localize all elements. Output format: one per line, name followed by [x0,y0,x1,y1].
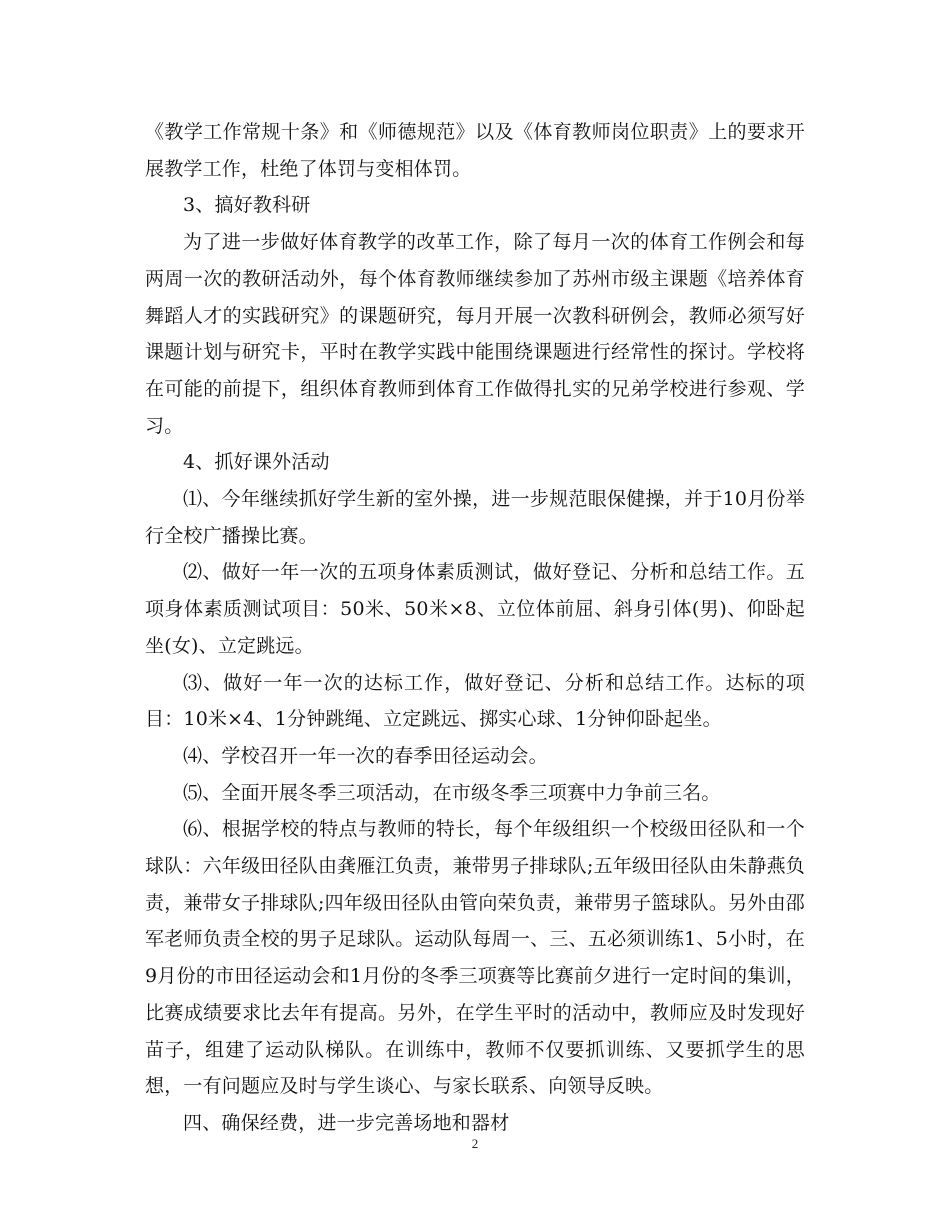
paragraph-continuation: 《教学工作常规十条》和《师德规范》以及《体育教师岗位职责》上的要求开展教学工作，杜绝了体罚与变相体罚。 [145,121,805,180]
section-heading-funding: 四、确保经费，进一步完善场地和器材 [183,1111,510,1134]
list-item-3: ⑶、做好一年一次的达标工作，做好登记、分析和总结工作。达标的项目：10米×4、1分钟跳绳、立定跳远、掷实心球、1分钟仰卧起坐。 [145,671,805,731]
list-item-2: ⑵、做好一年一次的五项身体素质测试，做好登记、分析和总结工作。五项身体素质测试项目：50米、50米×8、立位体前屈、斜身引体(男)、仰卧起坐(女)、立定跳远。 [145,561,805,657]
list-item-1: ⑴、今年继续抓好学生新的室外操，进一步规范眼保健操，并于10月份举行全校广播操比赛。 [145,488,805,547]
list-item-5: ⑸、全面开展冬季三项活动，在市级冬季三项赛中力争前三名。 [183,781,721,804]
section-heading-research: 3、搞好教科研 [183,194,311,217]
page-number: 2 [471,1136,479,1151]
list-item-4: ⑷、学校召开一年一次的春季田径运动会。 [183,744,548,767]
paragraph-research: 为了进一步做好体育教学的改革工作，除了每月一次的体育工作例会和每两周一次的教研活动外，每个体育教师继续参加了苏州市级主课题《培养体育舞蹈人才的实践研究》的课题研究，每月开展一次教科研例会，教师必须写好课题计划与研究卡，平时在教学实践中能围绕课题进行经常性的探讨。学校将在可能的前提下，组织体育教师到体育工作做得扎实的兄弟学校进行参观、学习。 [145,231,805,437]
document-body [145,114,805,1142]
section-heading-activities: 4、抓好课外活动 [183,451,330,474]
list-item-6: ⑹、根据学校的特点与教师的特长，每个年级组织一个校级田径队和一个球队：六年级田径队由龚雁江负责，兼带男子排球队;五年级田径队由朱静燕负责，兼带女子排球队;四年级田径队由管向荣负责，兼带男子篮球队。另外由邵军老师负责全校的男子足球队。运动队每周一、三、五必须训练1、5小时，在9月份的市田径运动会和1月份的冬季三项赛等比赛前夕进行一定时间的集训，比赛成绩要求比去年有提高。另外，在学生平时的活动中，教师应及时发现好苗子，组建了运动队梯队。在训练中，教师不仅要抓训练、又要抓学生的思想，一有问题应及时与学生谈心、与家长联系、向领导反映。 [145,818,805,1098]
